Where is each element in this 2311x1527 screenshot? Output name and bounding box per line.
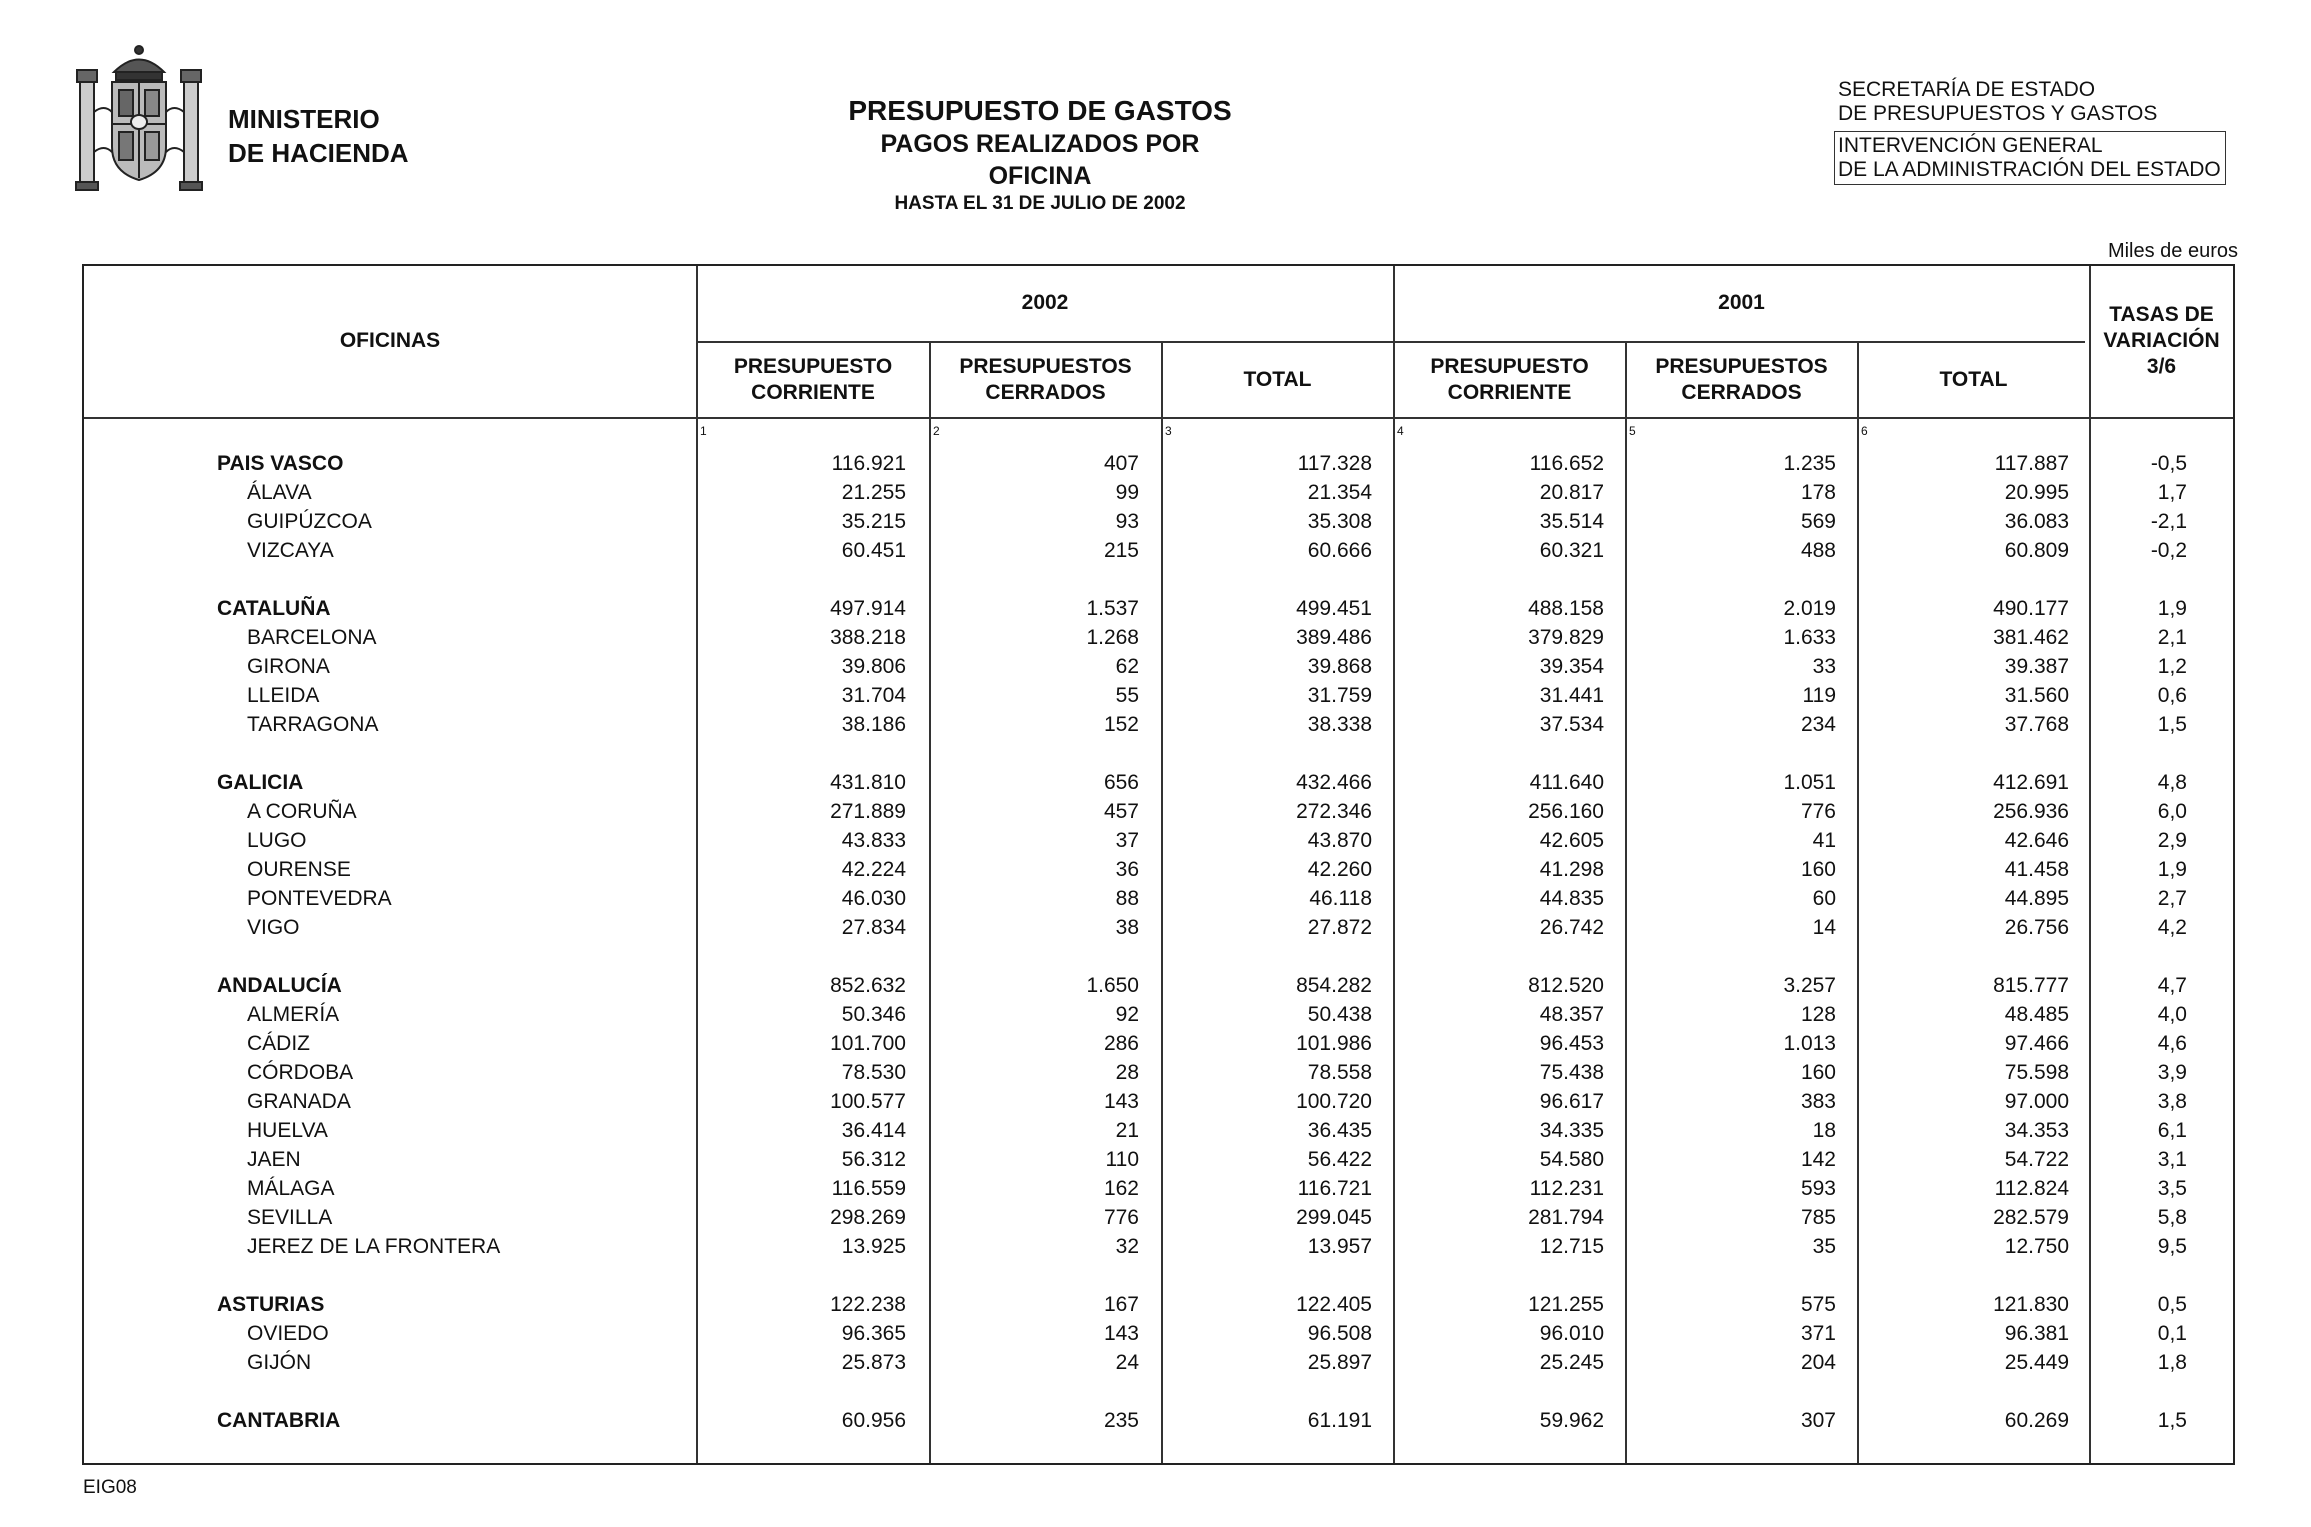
office-name: BARCELONA: [247, 626, 377, 649]
table-cell: 160: [1800, 1061, 1836, 1084]
table-cell: 39.354: [1539, 655, 1604, 678]
column-divider: [1625, 342, 1627, 1463]
table-cell: 0,5: [2157, 1293, 2187, 1316]
table-cell: 122.238: [830, 1293, 906, 1316]
table-cell: 96.508: [1307, 1322, 1372, 1345]
column-number: 3: [1165, 424, 1172, 438]
table-cell: 32: [1115, 1235, 1139, 1258]
table-cell: 785: [1800, 1206, 1836, 1229]
document-date: HASTA EL 31 DE JULIO DE 2002: [894, 193, 1186, 214]
table-cell: 112.824: [1994, 1177, 2069, 1200]
table-cell: 31.441: [1539, 684, 1604, 707]
table-cell: 575: [1800, 1293, 1836, 1316]
table-cell: 110: [1105, 1148, 1139, 1171]
table-cell: 97.000: [2004, 1090, 2069, 1113]
table-cell: 39.387: [2004, 655, 2069, 678]
office-name: JAEN: [247, 1148, 301, 1171]
intervencion-line-2: DE LA ADMINISTRACIÓN DEL ESTADO: [1838, 158, 2221, 181]
table-cell: 56.312: [841, 1148, 906, 1171]
header-total-2002: TOTAL: [1243, 368, 1312, 391]
table-cell: 1.013: [1783, 1032, 1836, 1055]
table-cell: 39.868: [1307, 655, 1372, 678]
table-cell: 12.750: [2004, 1235, 2069, 1258]
table-cell: 812.520: [1528, 974, 1604, 997]
table-cell: 6,0: [2157, 800, 2187, 823]
office-name: GIJÓN: [247, 1351, 312, 1374]
office-name: LLEIDA: [247, 684, 320, 707]
table-cell: 28: [1115, 1061, 1139, 1084]
table-cell: 42.260: [1307, 858, 1372, 881]
table-cell: -0,2: [2150, 539, 2187, 562]
table-cell: 36.435: [1307, 1119, 1372, 1142]
header-presupuestos-cerrados-2002: [930, 354, 1161, 406]
table-cell: 272.346: [1296, 800, 1372, 823]
column-divider: [1857, 342, 1859, 1463]
table-cell: 143: [1103, 1090, 1139, 1113]
table-cell: 281.794: [1528, 1206, 1604, 1229]
table-cell: 431.810: [830, 771, 906, 794]
table-cell: 92: [1115, 1003, 1139, 1026]
table-cell: 116.652: [1529, 452, 1604, 475]
column-divider: [929, 342, 931, 1463]
table-cell: 271.889: [830, 800, 906, 823]
table-cell: 569: [1800, 510, 1836, 533]
table-cell: 96.617: [1539, 1090, 1604, 1113]
office-name: HUELVA: [247, 1119, 328, 1142]
table-cell: 152: [1103, 713, 1139, 736]
table-cell: 37.768: [2004, 713, 2069, 736]
table-cell: 298.269: [830, 1206, 906, 1229]
table-cell: -0,5: [2150, 452, 2187, 475]
table-cell: 379.829: [1528, 626, 1604, 649]
office-name: JEREZ DE LA FRONTERA: [247, 1235, 501, 1258]
table-cell: 96.010: [1539, 1322, 1604, 1345]
header-line: PRESUPUESTO: [733, 355, 893, 378]
header-presupuesto-corriente-2002: [697, 354, 929, 406]
table-cell: 112.231: [1529, 1177, 1604, 1200]
column-number: 2: [933, 424, 940, 438]
header-total-2001: TOTAL: [1939, 368, 2008, 391]
table-cell: 0,1: [2157, 1322, 2187, 1345]
office-name: CÁDIZ: [247, 1032, 310, 1055]
table-cell: 3,1: [2157, 1148, 2187, 1171]
table-cell: 35.514: [1539, 510, 1604, 533]
table-cell: 488.158: [1528, 597, 1604, 620]
table-cell: 178: [1800, 481, 1836, 504]
table-cell: 4,0: [2157, 1003, 2187, 1026]
secretaria-line-1: SECRETARÍA DE ESTADO: [1838, 78, 2096, 101]
header-presupuestos-cerrados-2001: [1626, 354, 1857, 406]
table-cell: 55: [1115, 684, 1139, 707]
table-cell: 46.030: [841, 887, 906, 910]
table-cell: 56.422: [1307, 1148, 1372, 1171]
table-cell: 26.756: [2004, 916, 2069, 939]
table-cell: 36.083: [2004, 510, 2069, 533]
table-cell: 122.405: [1296, 1293, 1372, 1316]
office-name: OURENSE: [247, 858, 351, 881]
table-cell: 20.995: [2004, 481, 2069, 504]
table-cell: 12.715: [1539, 1235, 1604, 1258]
table-cell: 42.605: [1539, 829, 1604, 852]
table-cell: 1.633: [1783, 626, 1836, 649]
table-cell: 21.255: [841, 481, 906, 504]
ministry-line-1: MINISTERIO: [228, 104, 380, 134]
table-cell: 3,5: [2157, 1177, 2187, 1200]
office-name: TARRAGONA: [247, 713, 379, 736]
table-cell: 54.722: [2004, 1148, 2069, 1171]
table-cell: -2,1: [2150, 510, 2187, 533]
table-cell: 128: [1800, 1003, 1836, 1026]
table-cell: 432.466: [1296, 771, 1372, 794]
table-cell: 1.268: [1086, 626, 1139, 649]
table-cell: 1,9: [2157, 597, 2187, 620]
table-cell: 38: [1115, 916, 1139, 939]
ministry-line-2: DE HACIENDA: [228, 138, 409, 168]
table-cell: 488: [1800, 539, 1836, 562]
table-cell: 117.328: [1297, 452, 1372, 475]
table-cell: 499.451: [1296, 597, 1372, 620]
table-cell: 1,2: [2157, 655, 2187, 678]
table-cell: 256.936: [1993, 800, 2069, 823]
table-cell: 34.353: [2004, 1119, 2069, 1142]
table-cell: 119: [1802, 684, 1836, 707]
table-cell: 776: [1103, 1206, 1139, 1229]
coat-of-arms-icon: [74, 42, 204, 197]
table-cell: 97.466: [2004, 1032, 2069, 1055]
year-header-rule: [697, 341, 2085, 343]
table-cell: 62: [1115, 655, 1139, 678]
table-cell: 60.956: [841, 1409, 906, 1432]
table-cell: 1.537: [1086, 597, 1139, 620]
office-name: ALMERÍA: [247, 1003, 340, 1026]
table-cell: 21: [1115, 1119, 1139, 1142]
table-cell: 41.458: [2004, 858, 2069, 881]
table-cell: 235: [1103, 1409, 1139, 1432]
region-name: CATALUÑA: [217, 597, 331, 620]
region-name: GALICIA: [217, 771, 304, 794]
table-cell: 75.598: [2004, 1061, 2069, 1084]
office-name: OVIEDO: [247, 1322, 329, 1345]
header-line: PRESUPUESTOS: [959, 355, 1132, 378]
table-cell: 1,7: [2157, 481, 2187, 504]
table-cell: 1,5: [2157, 1409, 2187, 1432]
office-name: VIZCAYA: [247, 539, 334, 562]
table-cell: 43.833: [841, 829, 906, 852]
table-cell: 4,8: [2157, 771, 2187, 794]
document-code: EIG08: [83, 1477, 137, 1498]
table-cell: 121.255: [1528, 1293, 1604, 1316]
table-cell: 593: [1800, 1177, 1836, 1200]
table-cell: 389.486: [1296, 626, 1372, 649]
units-label: Miles de euros: [2107, 240, 2238, 262]
office-name: GUIPÚZCOA: [247, 510, 372, 533]
header-line: CORRIENTE: [1447, 381, 1572, 404]
table-cell: 35.215: [841, 510, 906, 533]
table-cell: 27.872: [1307, 916, 1372, 939]
table-cell: 4,2: [2157, 916, 2187, 939]
column-divider: [1393, 266, 1395, 1463]
table-cell: 25.245: [1539, 1351, 1604, 1374]
table-cell: 96.381: [2004, 1322, 2069, 1345]
table-cell: 99: [1115, 481, 1139, 504]
office-name: LUGO: [247, 829, 307, 852]
table-cell: 116.921: [831, 452, 906, 475]
header-bottom-rule: [84, 417, 2233, 419]
table-cell: 60.321: [1539, 539, 1604, 562]
table-cell: 9,5: [2157, 1235, 2187, 1258]
table-cell: 143: [1103, 1322, 1139, 1345]
table-cell: 42.224: [841, 858, 906, 881]
table-cell: 37.534: [1539, 713, 1604, 736]
table-cell: 656: [1103, 771, 1139, 794]
table-cell: 204: [1800, 1351, 1836, 1374]
intervencion-box: [1834, 131, 2226, 185]
table-cell: 44.895: [2004, 887, 2069, 910]
header-line: PRESUPUESTOS: [1655, 355, 1828, 378]
table-cell: 38.338: [1307, 713, 1372, 736]
table-cell: 234: [1800, 713, 1836, 736]
header-presupuesto-corriente-2001: [1394, 354, 1625, 406]
table-cell: 286: [1103, 1032, 1139, 1055]
table-cell: 776: [1800, 800, 1836, 823]
header-line: CERRADOS: [985, 381, 1106, 404]
header-line: CORRIENTE: [751, 381, 875, 404]
office-name: SEVILLA: [247, 1206, 333, 1229]
table-cell: 44.835: [1539, 887, 1604, 910]
table-cell: 25.873: [841, 1351, 906, 1374]
table-cell: 3,8: [2157, 1090, 2187, 1113]
column-divider: [1161, 342, 1163, 1463]
header-year-2001: 2001: [1718, 291, 1765, 314]
table-cell: 412.691: [1993, 771, 2069, 794]
table-cell: 50.438: [1307, 1003, 1372, 1026]
table-cell: 34.335: [1539, 1119, 1604, 1142]
table-cell: 101.986: [1296, 1032, 1372, 1055]
table-cell: 41.298: [1539, 858, 1604, 881]
office-name: A CORUÑA: [247, 800, 357, 823]
table-cell: 307: [1800, 1409, 1836, 1432]
table-cell: 35: [1812, 1235, 1836, 1258]
region-name: CANTABRIA: [217, 1409, 341, 1432]
table-cell: 78.558: [1307, 1061, 1372, 1084]
table-cell: 1.650: [1086, 974, 1139, 997]
table-cell: 142: [1800, 1148, 1836, 1171]
table-cell: 25.449: [2004, 1351, 2069, 1374]
table-cell: 116.721: [1297, 1177, 1372, 1200]
table-cell: 54.580: [1539, 1148, 1604, 1171]
table-cell: 31.704: [841, 684, 906, 707]
table-cell: 6,1: [2157, 1119, 2187, 1142]
table-cell: 2.019: [1783, 597, 1836, 620]
table-cell: 490.177: [1993, 597, 2069, 620]
table-cell: 1,9: [2157, 858, 2187, 881]
office-name: MÁLAGA: [247, 1177, 335, 1200]
table-cell: 4,7: [2157, 974, 2187, 997]
table-cell: 21.354: [1307, 481, 1372, 504]
table-cell: 37: [1115, 829, 1139, 852]
table-cell: 33: [1812, 655, 1836, 678]
table-cell: 411.640: [1529, 771, 1604, 794]
table-cell: 457: [1103, 800, 1139, 823]
column-number: 6: [1861, 424, 1868, 438]
table-cell: 852.632: [830, 974, 906, 997]
table-cell: 215: [1103, 539, 1139, 562]
table-cell: 59.962: [1539, 1409, 1604, 1432]
table-cell: 24: [1115, 1351, 1139, 1374]
table-cell: 36: [1115, 858, 1139, 881]
table-cell: 371: [1800, 1322, 1836, 1345]
table-cell: 93: [1115, 510, 1139, 533]
table-cell: 60: [1812, 887, 1836, 910]
table-cell: 1,5: [2157, 713, 2187, 736]
table-cell: 26.742: [1539, 916, 1604, 939]
table-cell: 50.346: [841, 1003, 906, 1026]
table-cell: 88: [1115, 887, 1139, 910]
document-title-block: [840, 94, 1240, 216]
table-cell: 1,8: [2157, 1351, 2187, 1374]
payments-table: [82, 264, 2235, 1465]
office-name: GRANADA: [247, 1090, 351, 1113]
table-cell: 31.560: [2004, 684, 2069, 707]
table-cell: 42.646: [2004, 829, 2069, 852]
table-cell: 48.357: [1539, 1003, 1604, 1026]
header-tasas-variacion: [2090, 302, 2233, 380]
table-cell: 96.365: [841, 1322, 906, 1345]
table-cell: 167: [1103, 1293, 1139, 1316]
table-cell: 60.269: [2004, 1409, 2069, 1432]
table-cell: 46.118: [1309, 887, 1372, 910]
table-cell: 96.453: [1539, 1032, 1604, 1055]
table-cell: 160: [1800, 858, 1836, 881]
table-cell: 39.806: [841, 655, 906, 678]
office-name: PONTEVEDRA: [247, 887, 392, 910]
header-line: VARIACIÓN: [2103, 329, 2220, 352]
table-cell: 41: [1812, 829, 1836, 852]
office-name: ÁLAVA: [247, 481, 312, 504]
table-cell: 388.218: [830, 626, 906, 649]
table-cell: 407: [1103, 452, 1139, 475]
table-cell: 3,9: [2157, 1061, 2187, 1084]
office-name: VIGO: [247, 916, 300, 939]
table-cell: 117.887: [1994, 452, 2069, 475]
table-cell: 383: [1800, 1090, 1836, 1113]
table-cell: 256.160: [1528, 800, 1604, 823]
secretaria-label: [1838, 78, 2157, 126]
table-cell: 48.485: [2004, 1003, 2069, 1026]
table-cell: 13.925: [841, 1235, 906, 1258]
table-cell: 2,1: [2157, 626, 2187, 649]
region-name: ASTURIAS: [217, 1293, 325, 1316]
table-cell: 60.666: [1307, 539, 1372, 562]
table-cell: 854.282: [1296, 974, 1372, 997]
table-cell: 815.777: [1993, 974, 2069, 997]
document-subtitle: PAGOS REALIZADOS POR OFICINA: [880, 130, 1200, 190]
header-year-2002: 2002: [1021, 291, 1069, 314]
table-cell: 1.051: [1783, 771, 1836, 794]
table-cell: 36.414: [841, 1119, 906, 1142]
table-cell: 18: [1812, 1119, 1836, 1142]
table-cell: 162: [1103, 1177, 1139, 1200]
intervencion-line-1: INTERVENCIÓN GENERAL: [1838, 134, 2103, 157]
table-cell: 20.817: [1539, 481, 1604, 504]
table-cell: 121.830: [1993, 1293, 2069, 1316]
table-cell: 497.914: [830, 597, 906, 620]
table-cell: 100.720: [1296, 1090, 1372, 1113]
table-cell: 13.957: [1307, 1235, 1372, 1258]
office-name: CÓRDOBA: [247, 1061, 354, 1084]
header-line: CERRADOS: [1681, 381, 1802, 404]
table-cell: 43.870: [1307, 829, 1372, 852]
table-cell: 27.834: [841, 916, 906, 939]
table-cell: 5,8: [2157, 1206, 2187, 1229]
table-cell: 60.451: [841, 539, 906, 562]
table-cell: 3.257: [1783, 974, 1836, 997]
ministry-name: [228, 102, 409, 170]
table-cell: 299.045: [1296, 1206, 1372, 1229]
table-cell: 1.235: [1783, 452, 1836, 475]
table-cell: 2,7: [2157, 887, 2187, 910]
table-cell: 35.308: [1307, 510, 1372, 533]
table-cell: 31.759: [1307, 684, 1372, 707]
header-line: 3/6: [2146, 355, 2177, 378]
table-cell: 78.530: [841, 1061, 906, 1084]
table-cell: 100.577: [830, 1090, 906, 1113]
table-cell: 60.809: [2004, 539, 2069, 562]
table-cell: 38.186: [841, 713, 906, 736]
secretaria-line-2: DE PRESUPUESTOS Y GASTOS: [1838, 102, 2158, 125]
table-cell: 116.559: [831, 1177, 906, 1200]
table-cell: 282.579: [1993, 1206, 2069, 1229]
table-cell: 4,6: [2157, 1032, 2187, 1055]
table-cell: 101.700: [830, 1032, 906, 1055]
column-divider: [696, 266, 698, 1463]
table-cell: 61.191: [1307, 1409, 1372, 1432]
column-number: 1: [700, 424, 707, 438]
table-cell: 2,9: [2157, 829, 2187, 852]
document-title: PRESUPUESTO DE GASTOS: [848, 95, 1232, 126]
table-cell: 75.438: [1539, 1061, 1604, 1084]
region-name: ANDALUCÍA: [217, 974, 342, 997]
table-cell: 14: [1812, 916, 1836, 939]
column-number: 4: [1397, 424, 1404, 438]
column-number: 5: [1629, 424, 1636, 438]
region-name: PAIS VASCO: [217, 452, 344, 475]
header-line: PRESUPUESTO: [1430, 355, 1589, 378]
header-oficinas: OFICINAS: [339, 329, 441, 352]
office-name: GIRONA: [247, 655, 330, 678]
table-cell: 25.897: [1307, 1351, 1372, 1374]
header-line: TASAS DE: [2109, 303, 2214, 326]
table-cell: 381.462: [1993, 626, 2069, 649]
table-cell: 0,6: [2157, 684, 2187, 707]
